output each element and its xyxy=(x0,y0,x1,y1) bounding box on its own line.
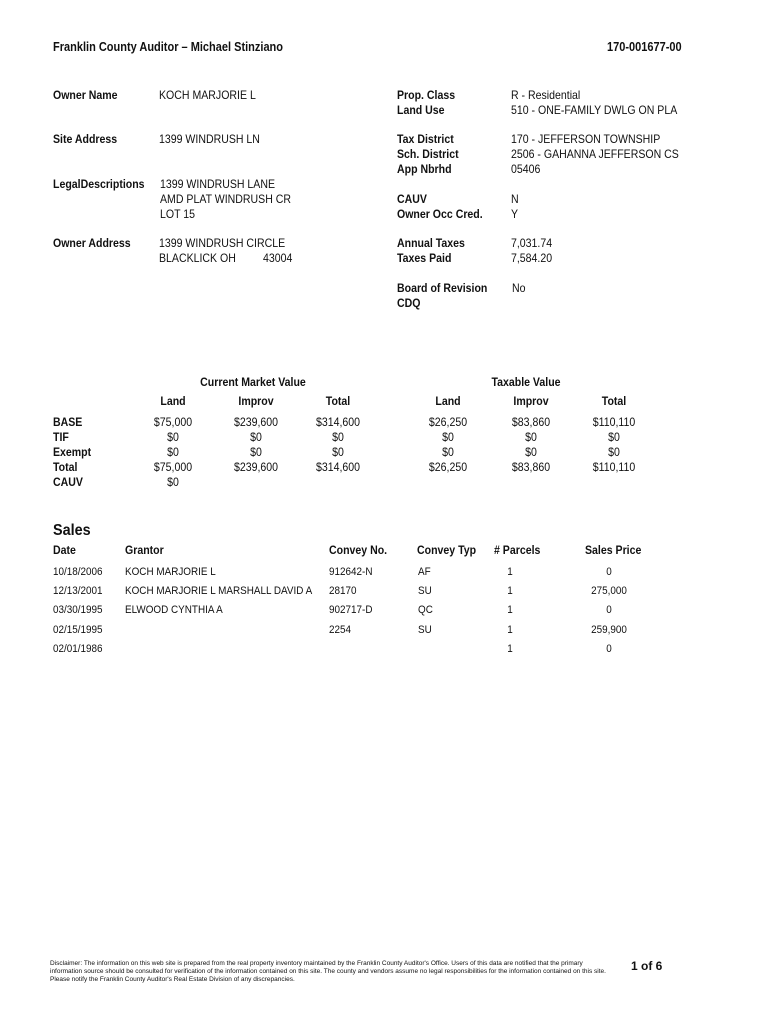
taxable-land-header: Land xyxy=(435,394,461,408)
page-title: Franklin County Auditor – Michael Stinziano xyxy=(53,40,283,54)
sale-date: 02/01/1986 xyxy=(53,643,103,655)
parcel-id: 170-001677-00 xyxy=(607,40,682,54)
market-land-total: $75,000 xyxy=(153,460,193,474)
owner-address-zip: 43004 xyxy=(263,251,293,265)
app-nbrhd: 05406 xyxy=(511,162,541,176)
site-address: 1399 WINDRUSH LN xyxy=(159,132,260,146)
sale-parcels: 1 xyxy=(507,566,513,578)
taxable-total-tif: $0 xyxy=(608,430,620,444)
owner-occ-value: Y xyxy=(511,207,519,221)
sales-header-grantor: Grantor xyxy=(125,543,164,557)
taxable-land-exempt: $0 xyxy=(442,445,454,459)
prop-class-label: Prop. Class xyxy=(397,88,456,102)
market-total-base: $314,600 xyxy=(315,415,361,429)
row-label-tif: TIF xyxy=(53,430,69,444)
taxable-total-exempt: $0 xyxy=(608,445,620,459)
site-address-label: Site Address xyxy=(53,132,118,146)
taxable-improv-base: $83,860 xyxy=(511,415,551,429)
owner-name-label: Owner Name xyxy=(53,88,118,102)
taxable-total-total: $110,110 xyxy=(592,460,636,474)
taxable-land-total: $26,250 xyxy=(428,460,468,474)
owner-address-city: BLACKLICK OH xyxy=(159,251,236,265)
market-land-tif: $0 xyxy=(167,430,179,444)
sale-date: 12/13/2001 xyxy=(53,585,103,597)
sale-convey-typ: QC xyxy=(418,604,433,616)
row-label-exempt: Exempt xyxy=(53,445,92,459)
legal-descriptions-label: LegalDescriptions xyxy=(53,177,145,191)
taxable-improv-header: Improv xyxy=(513,394,549,408)
market-improv-exempt: $0 xyxy=(250,445,262,459)
owner-name: KOCH MARJORIE L xyxy=(159,88,256,102)
sale-price: 275,000 xyxy=(591,585,627,597)
taxable-improv-exempt: $0 xyxy=(525,445,537,459)
market-land-cauv: $0 xyxy=(167,475,179,489)
sale-price: 259,900 xyxy=(591,624,627,636)
sale-date: 03/30/1995 xyxy=(53,604,103,616)
sale-convey-no: 902717-D xyxy=(329,604,373,616)
market-value-title: Current Market Value xyxy=(200,375,306,389)
prop-class: R - Residential xyxy=(511,88,581,102)
sales-header-date: Date xyxy=(53,543,76,557)
sale-price: 0 xyxy=(606,643,612,655)
owner-address-label: Owner Address xyxy=(53,236,131,250)
sales-header-parcels: # Parcels xyxy=(494,543,541,557)
owner-occ-label: Owner Occ Cred. xyxy=(397,207,483,221)
tax-district: 170 - JEFFERSON TOWNSHIP xyxy=(511,132,661,146)
taxable-land-base: $26,250 xyxy=(428,415,468,429)
disclaimer: Disclaimer: The information on this web site is prepared from the real property inventory maintained by the Franklin County Auditor's Office. Users of this data are notified that the primary information source should be consulted for verification of the information contained on this site. The county and vendors assume no legal responsibilities for the information contained on this site. Please notify the Franklin County Auditor's Real Estate Division of any discrepancies. xyxy=(50,960,606,983)
sale-grantor: ELWOOD CYNTHIA A xyxy=(125,604,223,616)
market-total-total: $314,600 xyxy=(315,460,361,474)
sale-parcels: 1 xyxy=(507,643,513,655)
row-label-base: BASE xyxy=(53,415,83,429)
sale-convey-no: 28170 xyxy=(329,585,357,597)
taxable-improv-tif: $0 xyxy=(525,430,537,444)
owner-address-line1: 1399 WINDRUSH CIRCLE xyxy=(159,236,286,250)
market-improv-header: Improv xyxy=(238,394,274,408)
cdq-label: CDQ xyxy=(397,296,421,310)
sale-parcels: 1 xyxy=(507,585,513,597)
board-of-revision-value: No xyxy=(512,281,526,295)
sale-parcels: 1 xyxy=(507,604,513,616)
cauv-label: CAUV xyxy=(397,192,427,206)
sale-grantor: KOCH MARJORIE L xyxy=(125,566,216,578)
sale-convey-typ: AF xyxy=(418,566,431,578)
annual-taxes-label: Annual Taxes xyxy=(397,236,465,250)
sale-price: 0 xyxy=(606,604,612,616)
sch-district: 2506 - GAHANNA JEFFERSON CS xyxy=(511,147,679,161)
sales-header-price: Sales Price xyxy=(585,543,642,557)
taxable-total-header: Total xyxy=(601,394,627,408)
legal-line-2: AMD PLAT WINDRUSH CR xyxy=(160,192,292,206)
sale-convey-typ: SU xyxy=(418,585,432,597)
taxable-total-base: $110,110 xyxy=(592,415,636,429)
market-improv-base: $239,600 xyxy=(233,415,279,429)
legal-line-3: LOT 15 xyxy=(160,207,196,221)
page-number: 1 of 6 xyxy=(631,959,663,973)
sales-title: Sales xyxy=(53,522,91,539)
row-label-total: Total xyxy=(53,460,78,474)
taxable-improv-total: $83,860 xyxy=(511,460,551,474)
sale-convey-no: 2254 xyxy=(329,624,352,636)
sale-price: 0 xyxy=(606,566,612,578)
market-land-header: Land xyxy=(160,394,186,408)
annual-taxes: 7,031.74 xyxy=(511,236,553,250)
sales-header-convey-no: Convey No. xyxy=(329,543,388,557)
sale-date: 02/15/1995 xyxy=(53,624,103,636)
sch-district-label: Sch. District xyxy=(397,147,459,161)
row-label-cauv: CAUV xyxy=(53,475,83,489)
taxes-paid: 7,584.20 xyxy=(511,251,553,265)
market-land-exempt: $0 xyxy=(167,445,179,459)
sale-convey-no: 912642-N xyxy=(329,566,373,578)
taxable-value-title: Taxable Value xyxy=(491,375,561,389)
legal-line-1: 1399 WINDRUSH LANE xyxy=(160,177,276,191)
market-total-header: Total xyxy=(325,394,351,408)
taxable-land-tif: $0 xyxy=(442,430,454,444)
sale-date: 10/18/2006 xyxy=(53,566,103,578)
market-land-base: $75,000 xyxy=(153,415,193,429)
market-improv-total: $239,600 xyxy=(233,460,279,474)
taxes-paid-label: Taxes Paid xyxy=(397,251,452,265)
app-nbrhd-label: App Nbrhd xyxy=(397,162,452,176)
cauv-value: N xyxy=(511,192,519,206)
land-use: 510 - ONE-FAMILY DWLG ON PLA xyxy=(511,103,678,117)
sale-parcels: 1 xyxy=(507,624,513,636)
board-of-revision-label: Board of Revision xyxy=(397,281,488,295)
sales-header-convey-typ: Convey Typ xyxy=(417,543,477,557)
market-improv-tif: $0 xyxy=(250,430,262,444)
land-use-label: Land Use xyxy=(397,103,445,117)
sale-convey-typ: SU xyxy=(418,624,432,636)
tax-district-label: Tax District xyxy=(397,132,454,146)
sale-grantor: KOCH MARJORIE L MARSHALL DAVID A xyxy=(125,585,313,597)
market-total-tif: $0 xyxy=(332,430,344,444)
market-total-exempt: $0 xyxy=(332,445,344,459)
